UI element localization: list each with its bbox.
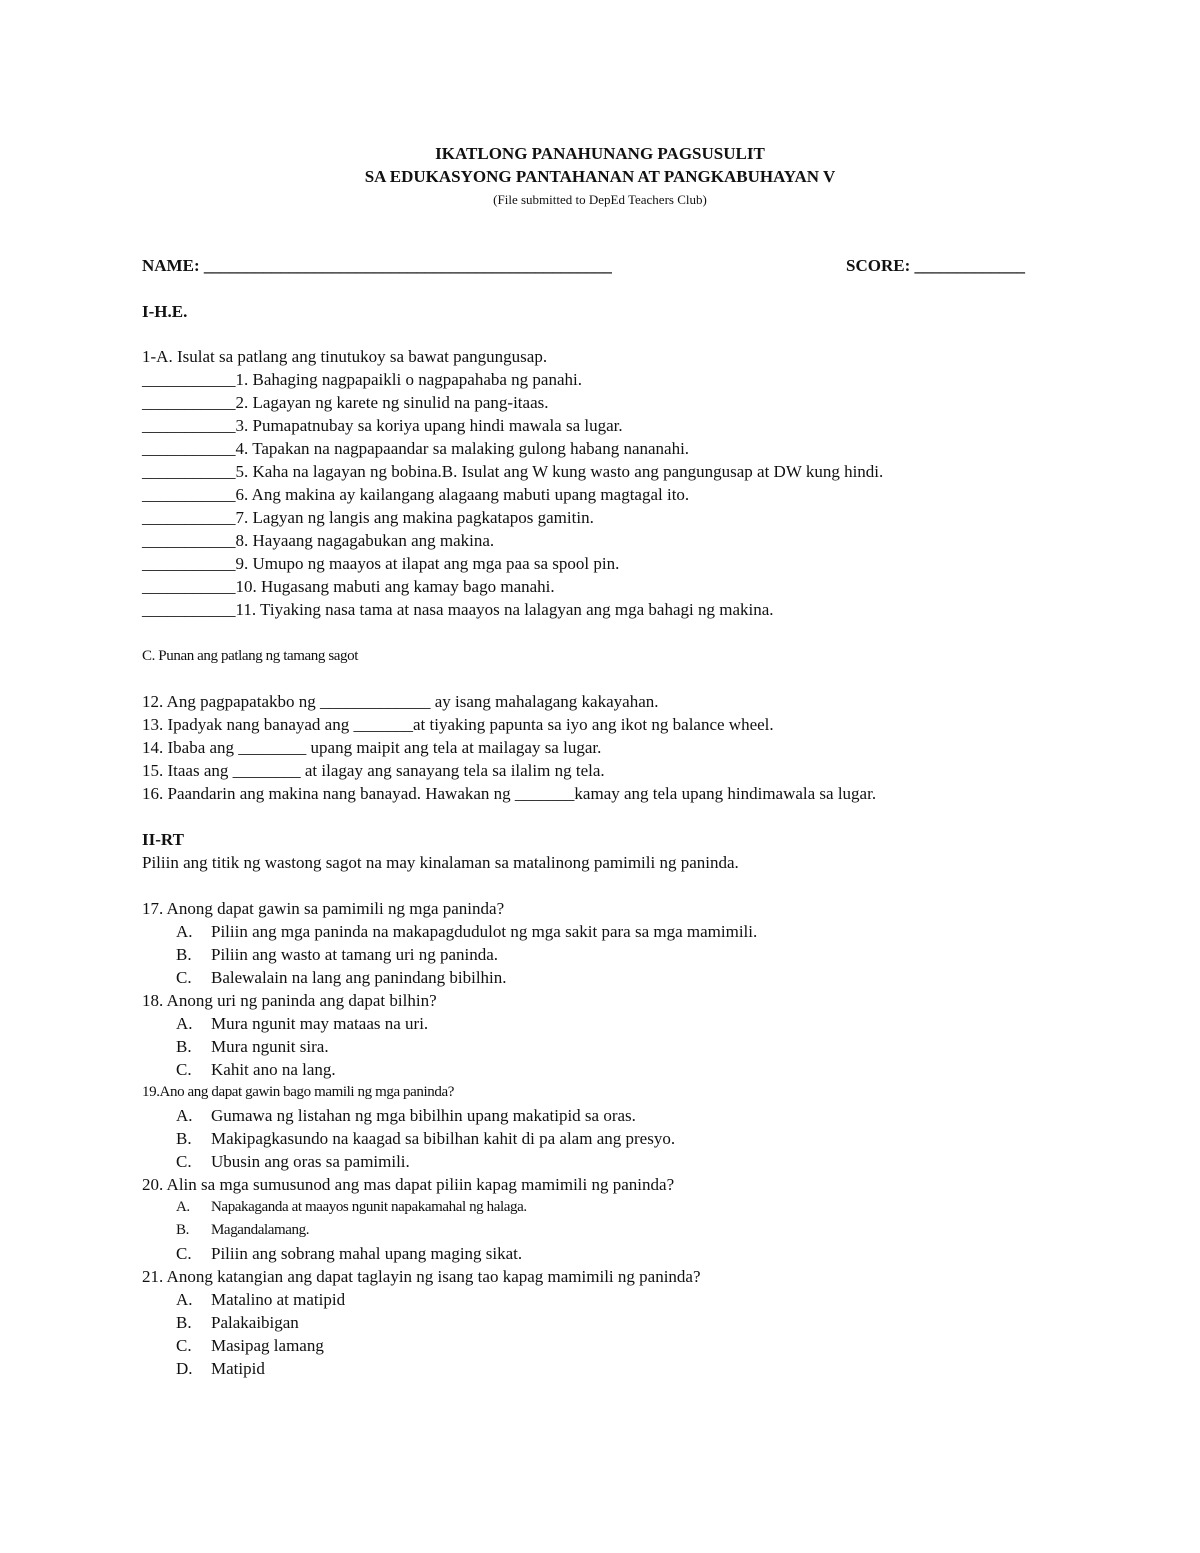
option-text: Piliin ang wasto at tamang uri ng paninda. bbox=[211, 945, 499, 964]
item-1: ___________1. Bahaging nagpapaikli o nagpapahaba ng panahi. bbox=[142, 370, 582, 389]
item-7: ___________7. Lagyan ng langis ang makina pagkatapos gamitin. bbox=[142, 508, 594, 527]
item-9: ___________9. Umupo ng maayos at ilapat ang mga paa sa spool pin. bbox=[142, 554, 620, 573]
option-text: Mura ngunit sira. bbox=[211, 1037, 329, 1056]
option-letter: C. bbox=[176, 1152, 192, 1171]
instruction-c: C. Punan ang patlang ng tamang sagot bbox=[142, 648, 358, 664]
option-19-c bbox=[176, 1150, 410, 1173]
option-letter: D. bbox=[176, 1359, 193, 1378]
option-letter: B. bbox=[176, 1037, 192, 1056]
option-18-b bbox=[176, 1035, 329, 1058]
question-19: 19.Ano ang dapat gawin bago mamili ng mga paninda? bbox=[142, 1084, 454, 1100]
option-letter: A. bbox=[176, 1014, 193, 1033]
option-text: Gumawa ng listahan ng mga bibilhin upang makatipid sa oras. bbox=[211, 1106, 636, 1125]
item-6: ___________6. Ang makina ay kailangang alagaang mabuti upang magtagal ito. bbox=[142, 485, 690, 504]
option-19-b bbox=[176, 1127, 675, 1150]
option-letter: C. bbox=[176, 1244, 192, 1263]
fill-item-12: 12. Ang pagpapatakbo ng _____________ ay isang mahalagang kakayahan. bbox=[142, 692, 659, 711]
score-field[interactable]: SCORE: _____________ bbox=[846, 256, 1025, 275]
option-17-a bbox=[176, 920, 757, 943]
fill-item-16: 16. Paandarin ang makina nang banayad. Hawakan ng _______kamay ang tela upang hindimawala sa lugar. bbox=[142, 784, 877, 803]
option-21-b bbox=[176, 1311, 299, 1334]
question-21: 21. Anong katangian ang dapat taglayin ng isang tao kapag mamimili ng paninda? bbox=[142, 1267, 701, 1286]
fill-item-15: 15. Itaas ang ________ at ilagay ang sanayang tela sa ilalim ng tela. bbox=[142, 761, 605, 780]
option-text: Napakaganda at maayos ngunit napakamahal ng halaga. bbox=[211, 1199, 527, 1215]
item-5: ___________5. Kaha na lagayan ng bobina.B. Isulat ang W kung wasto ang pangungusap at DW kung hindi. bbox=[142, 462, 884, 481]
option-letter: B. bbox=[176, 1313, 192, 1332]
option-text: Magandalamang. bbox=[211, 1222, 310, 1238]
option-20-b bbox=[176, 1219, 309, 1242]
option-letter: B. bbox=[176, 1222, 189, 1238]
option-text: Masipag lamang bbox=[211, 1336, 324, 1355]
option-text: Ubusin ang oras sa pamimili. bbox=[211, 1152, 410, 1171]
item-4: ___________4. Tapakan na nagpapaandar sa malaking gulong habang nananahi. bbox=[142, 439, 690, 458]
option-17-b bbox=[176, 943, 498, 966]
option-letter: B. bbox=[176, 945, 192, 964]
option-text: Mura ngunit may mataas na uri. bbox=[211, 1014, 429, 1033]
item-8: ___________8. Hayaang nagagabukan ang makina. bbox=[142, 531, 495, 550]
option-text: Piliin ang sobrang mahal upang maging sikat. bbox=[211, 1244, 523, 1263]
question-17: 17. Anong dapat gawin sa pamimili ng mga paninda? bbox=[142, 899, 505, 918]
option-letter: A. bbox=[176, 1199, 190, 1215]
option-letter: A. bbox=[176, 1290, 193, 1309]
item-11: ___________11. Tiyaking nasa tama at nasa maayos na lalagyan ang mga bahagi ng makina. bbox=[142, 600, 774, 619]
option-20-a bbox=[176, 1196, 527, 1219]
section-2-instruction: Piliin ang titik ng wastong sagot na may kinalaman sa matalinong pamimili ng paninda. bbox=[142, 853, 739, 872]
option-20-c bbox=[176, 1242, 522, 1265]
fill-item-13: 13. Ipadyak nang banayad ang _______at tiyaking papunta sa iyo ang ikot ng balance wheel. bbox=[142, 715, 774, 734]
option-21-a bbox=[176, 1288, 345, 1311]
instruction-a: 1-A. Isulat sa patlang ang tinutukoy sa bawat pangungusap. bbox=[142, 347, 548, 366]
option-letter: A. bbox=[176, 922, 193, 941]
option-text: Piliin ang mga paninda na makapagdudulot ng mga sakit para sa mga mamimili. bbox=[211, 922, 758, 941]
option-21-d bbox=[176, 1357, 265, 1380]
option-18-c bbox=[176, 1058, 336, 1081]
option-letter: C. bbox=[176, 1336, 192, 1355]
option-letter: C. bbox=[176, 968, 192, 987]
title-line-2: SA EDUKASYONG PANTAHANAN AT PANGKABUHAYAN V bbox=[364, 167, 836, 186]
option-text: Palakaibigan bbox=[211, 1313, 299, 1332]
option-text: Kahit ano na lang. bbox=[211, 1060, 336, 1079]
item-2: ___________2. Lagayan ng karete ng sinulid na pang-itaas. bbox=[142, 393, 549, 412]
option-17-c bbox=[176, 966, 507, 989]
option-text: Balewalain na lang ang panindang bibilhin. bbox=[211, 968, 507, 987]
option-letter: B. bbox=[176, 1129, 192, 1148]
fill-item-14: 14. Ibaba ang ________ upang maipit ang tela at mailagay sa lugar. bbox=[142, 738, 602, 757]
option-letter: C. bbox=[176, 1060, 192, 1079]
source-note: (File submitted to DepEd Teachers Club) bbox=[493, 192, 707, 207]
option-18-a bbox=[176, 1012, 428, 1035]
name-field[interactable]: NAME: ________________________________________________ bbox=[142, 256, 612, 275]
option-letter: A. bbox=[176, 1106, 193, 1125]
section-2-heading: II-RT bbox=[142, 830, 184, 849]
option-text: Makipagkasundo na kaagad sa bibilhan kahit di pa alam ang presyo. bbox=[211, 1129, 676, 1148]
option-21-c bbox=[176, 1334, 324, 1357]
option-text: Matipid bbox=[211, 1359, 265, 1378]
item-3: ___________3. Pumapatnubay sa koriya upang hindi mawala sa lugar. bbox=[142, 416, 623, 435]
title-line-1: IKATLONG PANAHUNANG PAGSUSULIT bbox=[435, 144, 765, 163]
question-20: 20. Alin sa mga sumusunod ang mas dapat piliin kapag mamimili ng paninda? bbox=[142, 1175, 675, 1194]
question-18: 18. Anong uri ng paninda ang dapat bilhin? bbox=[142, 991, 437, 1010]
section-1-heading: I-H.E. bbox=[142, 302, 188, 321]
item-10: ___________10. Hugasang mabuti ang kamay bago manahi. bbox=[142, 577, 555, 596]
option-19-a bbox=[176, 1104, 636, 1127]
option-text: Matalino at matipid bbox=[211, 1290, 346, 1309]
